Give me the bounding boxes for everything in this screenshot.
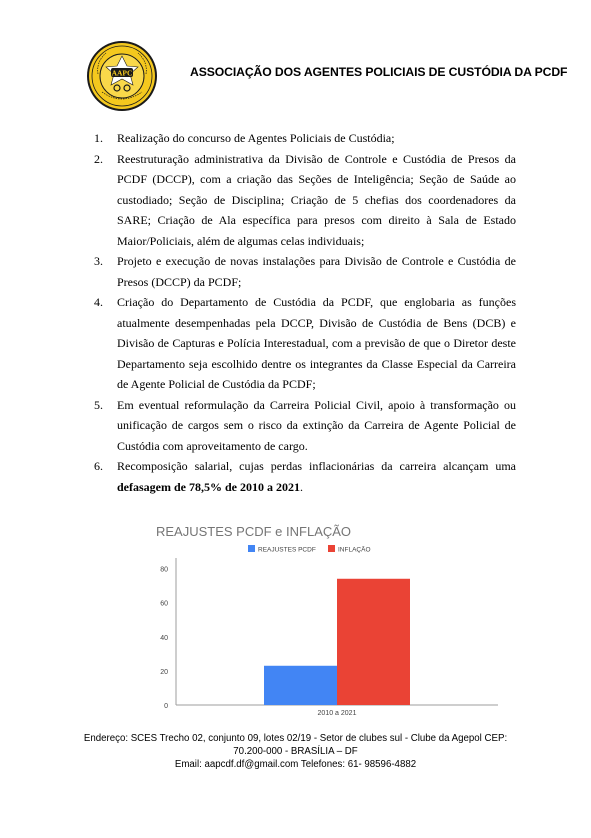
y-tick-label: 40 <box>160 634 168 642</box>
list-item <box>94 292 516 395</box>
item-text-bold: defasagem de 78,5% de 2010 a 2021 <box>117 479 300 494</box>
association-seal-logo <box>86 40 158 112</box>
page-header <box>86 40 568 110</box>
list-item <box>94 128 516 149</box>
item-number: 2. <box>94 151 103 166</box>
item-number: 3. <box>94 254 103 268</box>
item-text: Criação do Departamento de Custódia da PCDF, que englobaria as funções atualmente desempenhadas pela DCCP, Divisão de Custódia de Bens (DCB) e Divisão de Capturas e Polícia Interestadual, com a previsão de que o Diretor deste Departamento seja escolhido dentre os integrantes da Classe Especial da Carreira de Agente Policial de Custódia da PCDF; <box>117 295 516 391</box>
item-text: Em eventual reformulação da Carreira Policial Civil, apoio à transformação ou unificação de cargos sem o risco da extinção da Carreira de Agente Policial de Custódia com aproveitamento de cargo. <box>117 397 516 453</box>
footer-address: Endereço: SCES Trecho 02, conjunto 09, lotes 02/19 - Setor de clubes sul - Clube da Agepol CEP: <box>83 733 508 744</box>
bar-inflacao <box>337 579 410 705</box>
item-text: Realização do concurso de Agentes Policiais de Custódia; <box>117 131 395 145</box>
legend-swatch <box>328 545 335 552</box>
proposal-list <box>94 128 516 497</box>
logo-text: AAPC <box>111 68 133 78</box>
item-text: Reestruturação administrativa da Divisão de Controle e Custódia de Presos da PCDF (DCCP), com a criação das Seções de Inteligência; Seção de Saúde ao custodiado; Seção de Disciplina; Criação de 5 chefias dos coordenadores da SARE; Criação de Ala específica para presos com direito à Sala de Estado Maior/Policiais, além de algumas celas individuais; <box>117 151 516 248</box>
item-text-regular: Recomposição salarial, cujas perdas inflacionárias da carreira alcançam uma <box>117 459 516 473</box>
organization-title: ASSOCIAÇÃO DOS AGENTES POLICIAIS DE CUSTÓDIA DA PCDF <box>190 65 568 79</box>
list-item <box>94 149 516 252</box>
legend-label: REAJUSTES PCDF <box>258 546 316 554</box>
bar-reajustes <box>264 666 337 705</box>
page-footer <box>70 732 521 772</box>
y-tick-label: 20 <box>160 668 168 676</box>
item-number: 4. <box>94 295 103 309</box>
footer-city: 70.200-000 - BRASÍLIA – DF <box>233 746 358 758</box>
y-tick-label: 0 <box>164 703 168 710</box>
item-number: 1. <box>94 131 103 145</box>
item-number: 5. <box>94 397 103 412</box>
item-text-end: . <box>300 479 303 494</box>
item-text: Projeto e execução de novas instalações para Divisão de Controle e Custódia de Presos (DCCP) da PCDF; <box>117 254 516 289</box>
bar-chart <box>146 518 508 723</box>
list-item <box>94 395 516 457</box>
item-text <box>117 456 516 497</box>
item-number: 6. <box>94 459 103 473</box>
y-tick-label: 60 <box>160 600 168 608</box>
x-tick-label: 2010 a 2021 <box>317 710 357 717</box>
list-item <box>94 251 516 292</box>
chart-canvas <box>146 518 508 723</box>
list-item <box>94 456 516 497</box>
y-tick-label: 80 <box>160 566 168 574</box>
footer-contact: Email: aapcdf.df@gmail.com Telefones: 61- 98596-4882 <box>174 759 417 771</box>
legend-label: INFLAÇÃO <box>338 546 371 554</box>
legend-swatch <box>248 545 255 552</box>
chart-title: REAJUSTES PCDF e INFLAÇÃO <box>156 524 352 539</box>
